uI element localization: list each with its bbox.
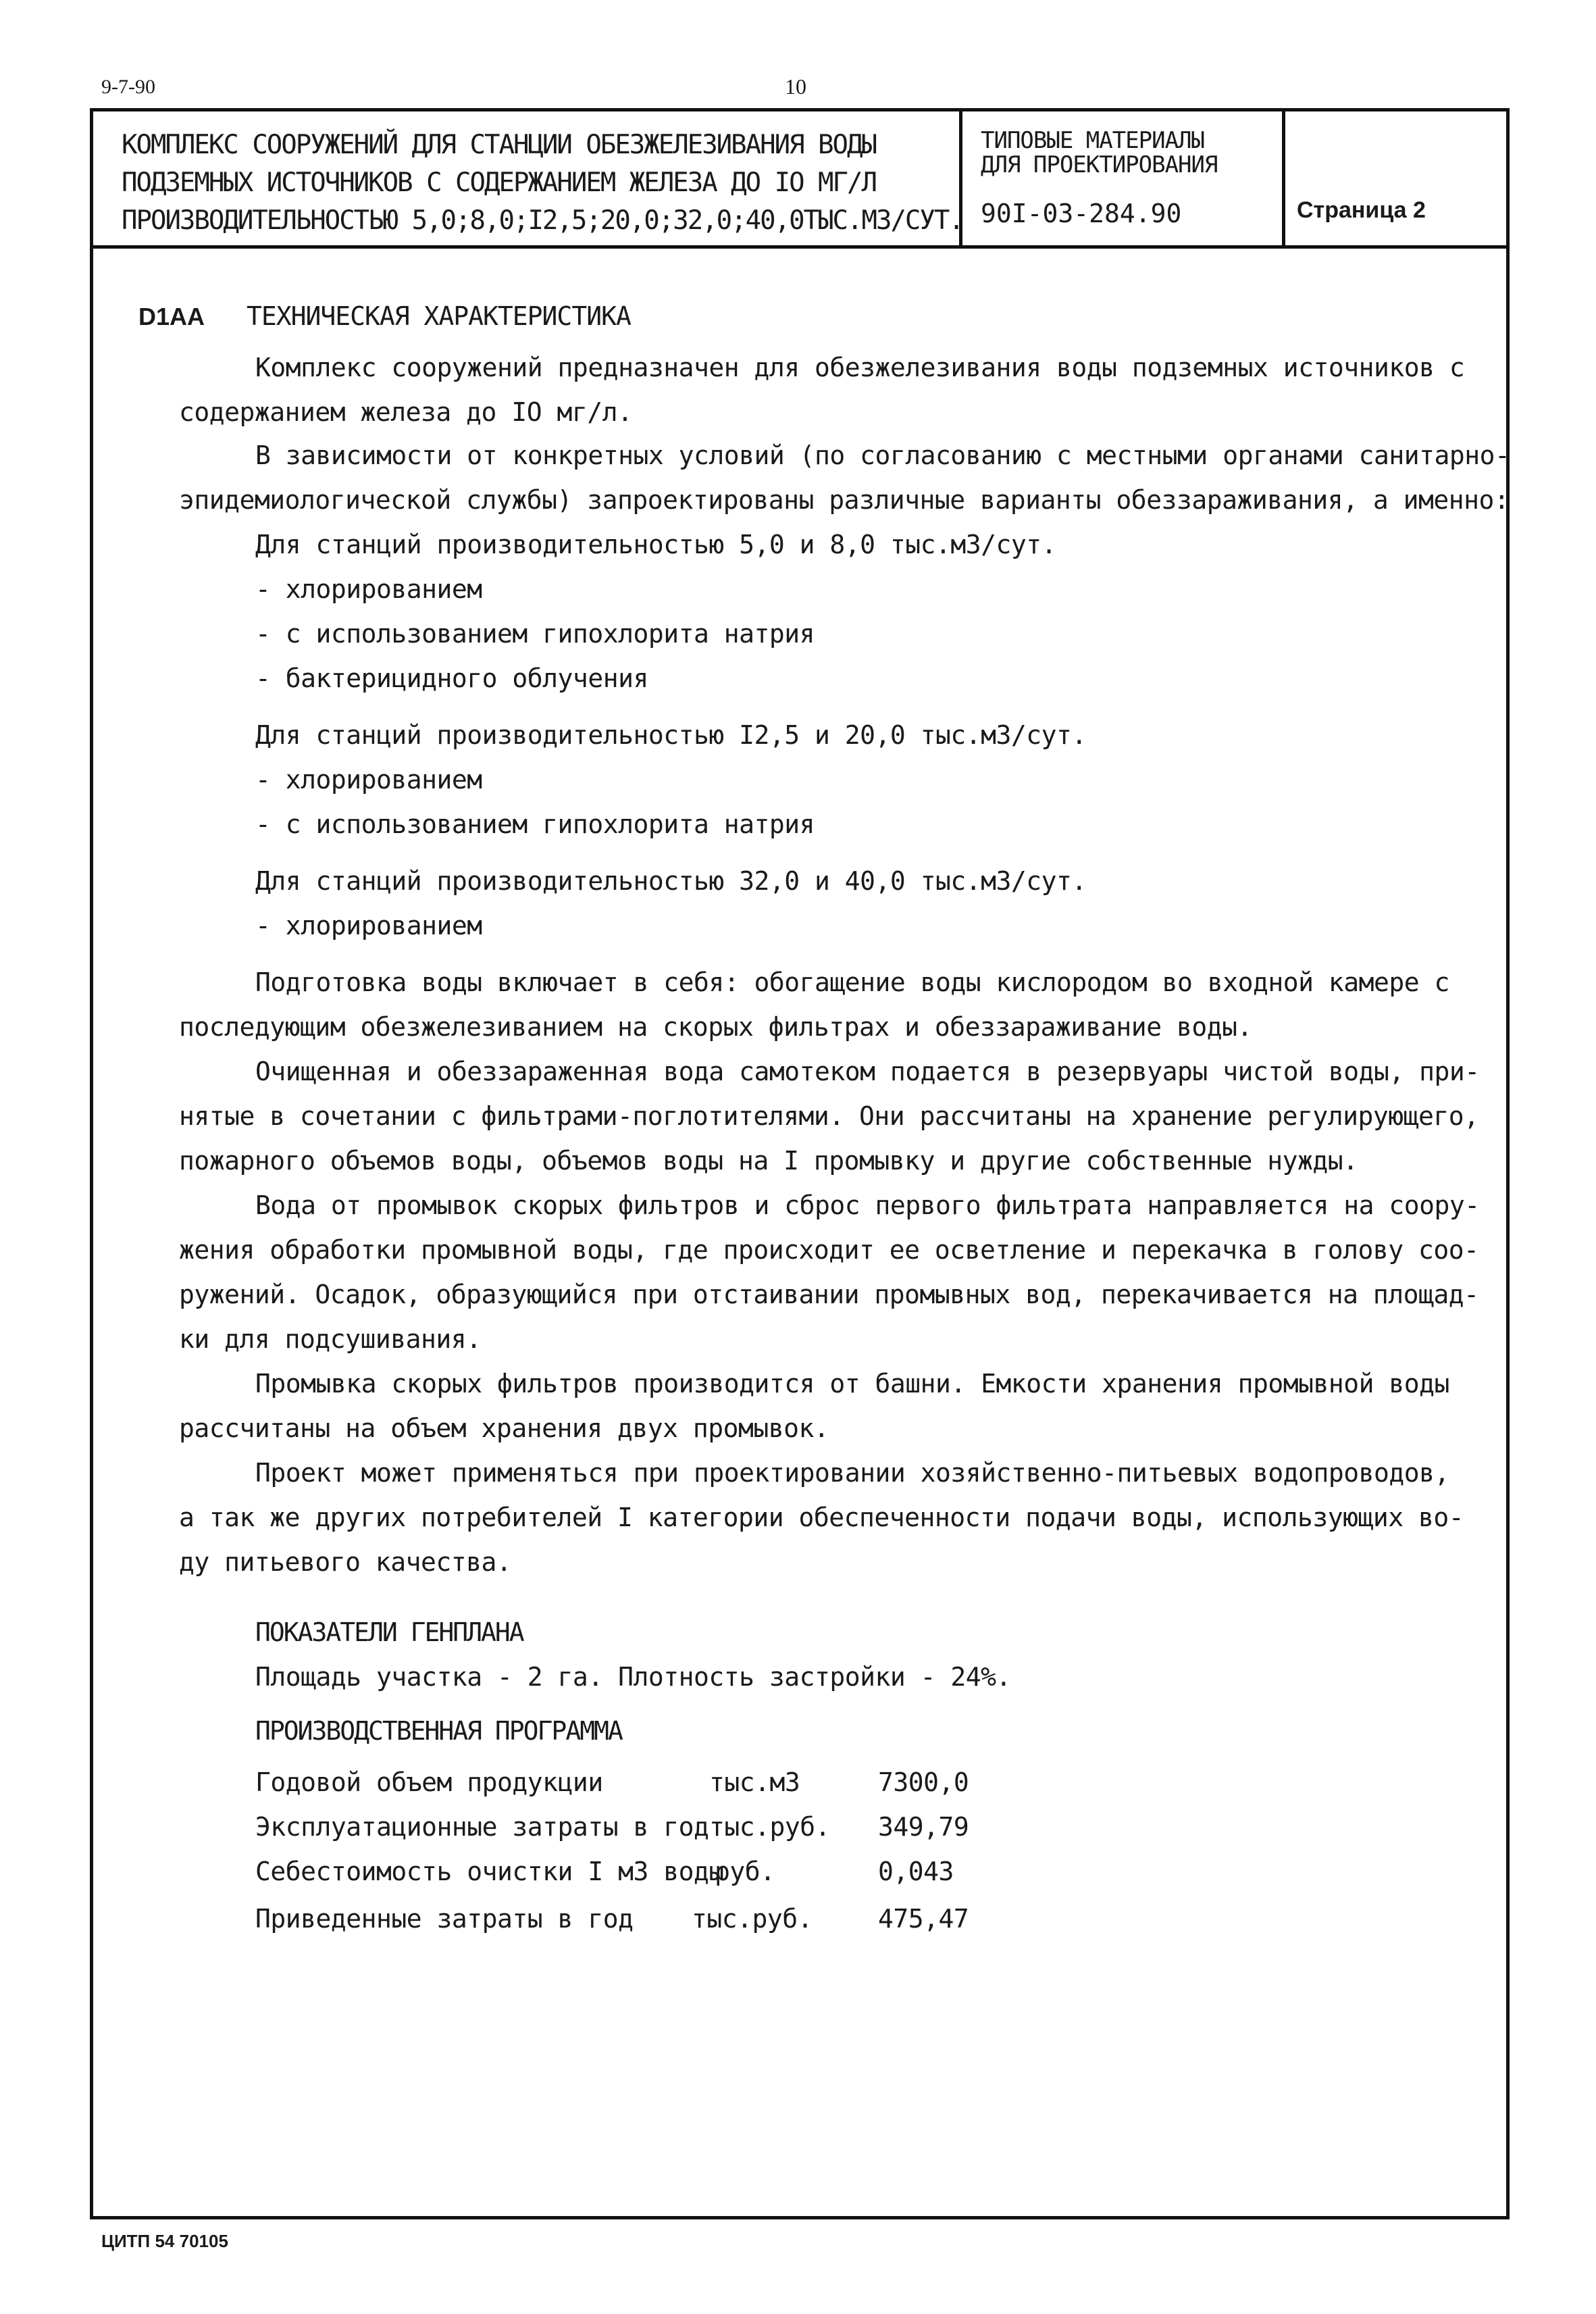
body-line: Для станций производительностью 32,0 и 40,0 тыс.м3/сут. [255,866,1087,896]
body-line: рассчитаны на объем хранения двух промывок. [179,1413,829,1443]
program-row-name: Себестоимость очистки I м3 воды [255,1857,724,1886]
program-heading: ПРОИЗВОДСТВЕННАЯ ПРОГРАММА [255,1716,622,1746]
standard-line-2: ДЛЯ ПРОЕКТИРОВАНИЯ [981,151,1218,178]
project-title-line-1: КОМПЛЕКС СООРУЖЕНИЙ ДЛЯ СТАНЦИИ ОБЕЗЖЕЛЕЗИВАНИЯ ВОДЫ [122,130,876,160]
body-line: ки для подсушивания. [179,1324,482,1354]
body-line: пожарного объемов воды, объемов воды на I промывку и другие собственные нужды. [179,1146,1358,1176]
document-date: 9-7-90 [101,76,155,98]
header-column-divider-2 [1282,108,1285,248]
program-row-name: Эксплуатационные затраты в год [255,1812,709,1842]
program-row-unit: тыс.руб. [692,1904,813,1934]
body-line: последующим обезжелезиванием на скорых фильтрах и обеззараживание воды. [179,1012,1252,1042]
body-line: содержанием железа до IO мг/л. [179,397,633,427]
body-line: Промывка скорых фильтров производится от башни. Емкости хранения промывной воды [255,1369,1449,1399]
program-row-value: 475,47 [878,1904,969,1934]
body-line: Комплекс сооружений предназначен для обезжелезивания воды подземных источников с [255,353,1465,382]
section-code: D1AA [138,303,205,330]
list-item: - бактерицидного облучения [255,663,648,693]
body-line: эпидемиологической службы) запроектированы различные варианты обеззараживания, а именно: [179,485,1510,515]
standard-materials-label [981,128,1217,177]
body-line: Проект может применяться при проектировании хозяйственно-питьевых водопроводов, [255,1458,1449,1488]
print-stamp: ЦИТП 54 70105 [101,2231,228,2251]
program-row-value: 0,043 [878,1857,954,1886]
list-item: - хлорированием [255,765,482,795]
program-row-unit: тыс.руб. [709,1812,831,1842]
program-row-value: 7300,0 [878,1767,969,1797]
body-line: Подготовка воды включает в себя: обогащение воды кислородом во входной камере с [255,967,1449,997]
program-row-unit: руб. [715,1857,775,1886]
list-item: - хлорированием [255,911,482,940]
standard-line-1: ТИПОВЫЕ МАТЕРИАЛЫ [981,127,1204,154]
genplan-heading: ПОКАЗАТЕЛИ ГЕНПЛАНА [255,1617,523,1647]
project-title-line-2: ПОДЗЕМНЫХ ИСТОЧНИКОВ С СОДЕРЖАНИЕМ ЖЕЛЕЗА ДО IO МГ/Л [122,168,876,198]
document-code: 90I-03-284.90 [981,199,1182,228]
body-line: жения обработки промывной воды, где происходит ее осветление и перекачка в голову соо- [179,1235,1479,1265]
body-line: ду питьевого качества. [179,1547,512,1577]
body-line: В зависимости от конкретных условий (по согласованию с местными органами санитарно- [255,441,1510,470]
genplan-text: Площадь участка - 2 га. Плотность застройки - 24%. [255,1662,1011,1692]
body-line: Очищенная и обеззараженная вода самотеком подается в резервуары чистой воды, при- [255,1057,1480,1086]
list-item: - хлорированием [255,574,482,604]
project-title [122,126,963,240]
project-title-line-3: ПРОИЗВОДИТЕЛЬНОСТЬЮ 5,0;8,0;I2,5;20,0;32,0;40,0ТЫС.МЗ/СУТ. [122,205,963,236]
program-row-unit: тыс.м3 [709,1767,800,1797]
program-row-name: Годовой объем продукции [255,1767,603,1797]
body-line: Для станций производительностью 5,0 и 8,0 тыс.м3/сут. [255,530,1057,559]
program-row-value: 349,79 [878,1812,969,1842]
program-row-name: Приведенные затраты в год [255,1904,634,1934]
list-item: - с использованием гипохлорита натрия [255,809,815,839]
section-title: ТЕХНИЧЕСКАЯ ХАРАКТЕРИСТИКА [247,301,631,331]
page-label: Страница 2 [1297,197,1426,223]
body-line: Вода от промывок скорых фильтров и сброс первого фильтрата направляется на соору- [255,1190,1480,1220]
body-line: Для станций производительностью I2,5 и 20,0 тыс.м3/сут. [255,720,1087,750]
list-item: - с использованием гипохлорита натрия [255,619,815,649]
body-line: а так же других потребителей I категории обеспеченности подачи воды, использующих во- [179,1503,1464,1532]
body-line: нятые в сочетании с фильтрами-поглотителями. Они рассчитаны на хранение регулирующего, [179,1101,1479,1131]
sheet-number: 10 [785,74,806,99]
header-divider [90,245,1510,249]
body-line: ружений. Осадок, образующийся при отстаивании промывных вод, перекачивается на площад- [179,1280,1479,1309]
